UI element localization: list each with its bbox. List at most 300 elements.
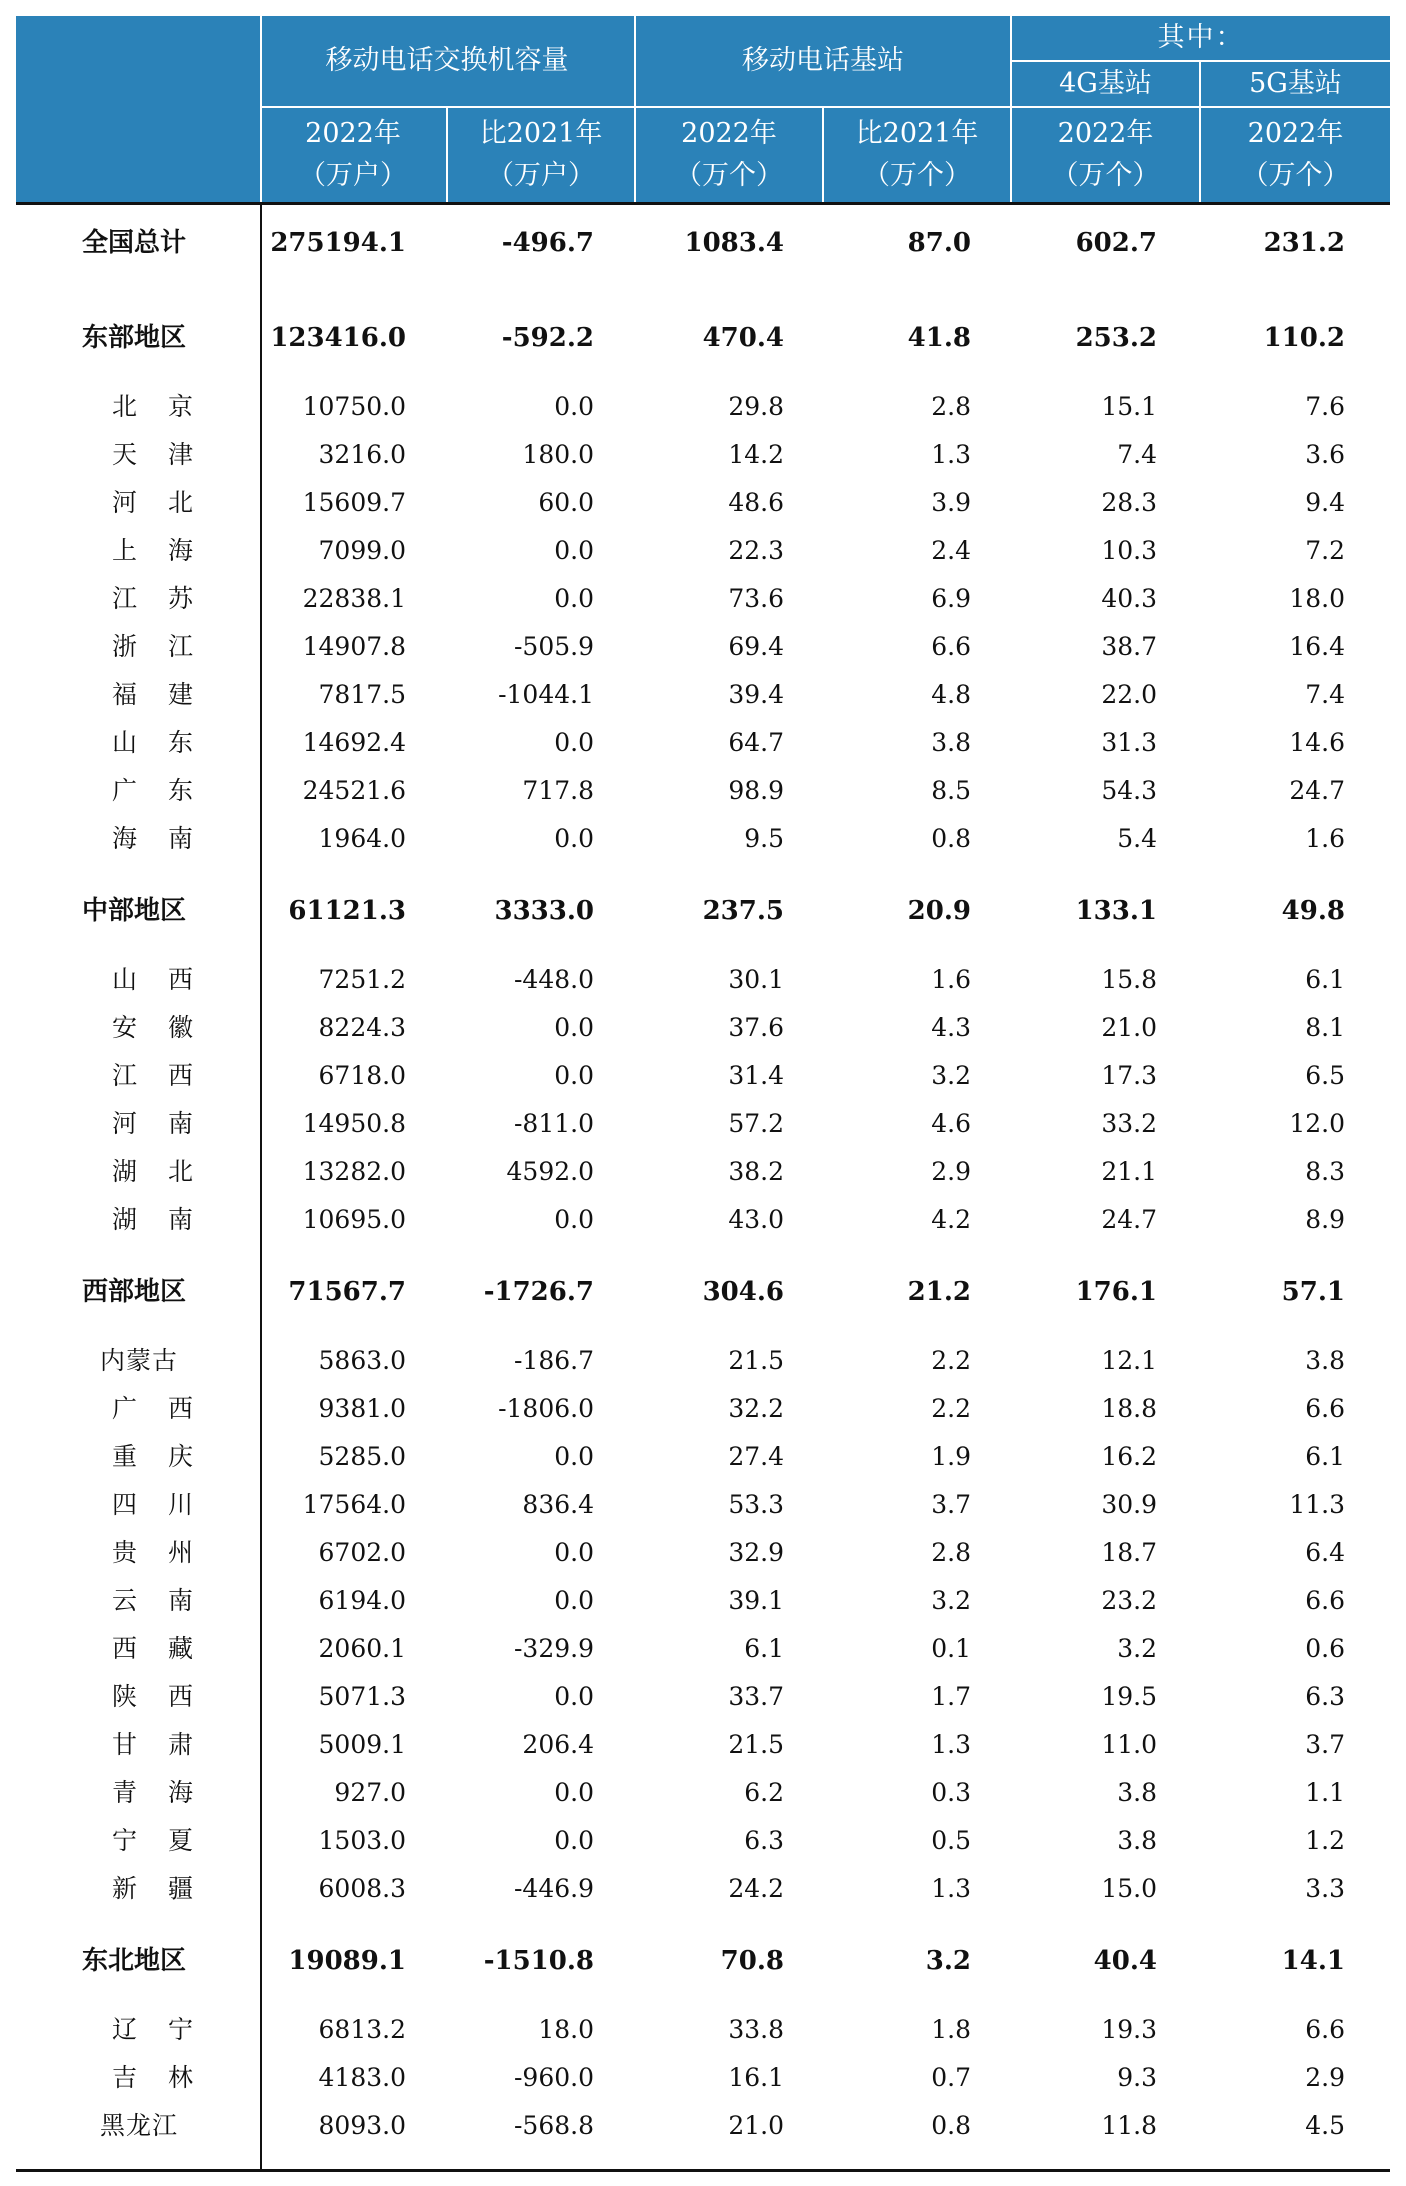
cell-col-5: 5.4 — [1117, 824, 1157, 853]
cell-col-3: 16.1 — [728, 2063, 784, 2092]
cell-col-2: 0.0 — [554, 1013, 594, 1042]
row-name: 重 庆 — [112, 1442, 194, 1471]
cell-col-5: 602.7 — [1075, 228, 1157, 258]
row-name: 吉 林 — [112, 2063, 194, 2092]
cell-col-5: 30.9 — [1101, 1490, 1157, 1519]
cell-col-6: 8.9 — [1305, 1205, 1345, 1234]
cell-col-4: 3.8 — [931, 728, 971, 757]
table-body — [16, 205, 1390, 2172]
cell-col-2: 717.8 — [522, 776, 594, 805]
cell-col-1: 6813.2 — [318, 2015, 406, 2044]
table-row — [16, 1673, 1390, 1721]
cell-col-6: 6.6 — [1305, 1586, 1345, 1615]
cell-col-3: 30.1 — [728, 965, 784, 994]
table-row — [16, 1148, 1390, 1196]
cell-col-4: 1.3 — [931, 1730, 971, 1759]
cell-col-6: 7.6 — [1305, 392, 1345, 421]
table-row — [16, 431, 1390, 479]
cell-col-2: -960.0 — [513, 2063, 594, 2092]
cell-col-6: 3.8 — [1305, 1346, 1345, 1375]
cell-col-4: 4.2 — [931, 1205, 971, 1234]
cell-col-5: 40.3 — [1101, 584, 1157, 613]
table-row — [16, 1529, 1390, 1577]
cell-col-1: 6008.3 — [318, 1874, 406, 1903]
cell-col-3: 33.8 — [728, 2015, 784, 2044]
cell-col-6: 8.3 — [1305, 1157, 1345, 1186]
cell-col-4: 41.8 — [907, 323, 971, 353]
cell-col-4: 6.6 — [931, 632, 971, 661]
cell-col-2: 0.0 — [554, 1682, 594, 1711]
cell-col-1: 61121.3 — [288, 896, 406, 926]
cell-col-2: 0.0 — [554, 584, 594, 613]
cell-col-6: 2.9 — [1305, 2063, 1345, 2092]
cell-col-6: 16.4 — [1289, 632, 1345, 661]
cell-col-1: 7817.5 — [318, 680, 406, 709]
cell-col-3: 304.6 — [702, 1277, 784, 1307]
cell-col-3: 32.2 — [728, 1394, 784, 1423]
cell-col-3: 22.3 — [728, 536, 784, 565]
cell-col-5: 40.4 — [1093, 1946, 1157, 1976]
cell-col-2: 0.0 — [554, 536, 594, 565]
cell-col-2: -448.0 — [513, 965, 594, 994]
cell-col-1: 6718.0 — [318, 1061, 406, 1090]
row-name: 宁 夏 — [112, 1826, 194, 1855]
table-row — [16, 383, 1390, 431]
cell-col-5: 7.4 — [1117, 440, 1157, 469]
cell-col-6: 1.6 — [1305, 824, 1345, 853]
cell-col-4: 2.9 — [931, 1157, 971, 1186]
cell-col-1: 10695.0 — [302, 1205, 406, 1234]
region-row — [16, 1268, 1390, 1316]
cell-col-1: 5863.0 — [318, 1346, 406, 1375]
row-name: 陕 西 — [112, 1682, 194, 1711]
row-name: 河 北 — [112, 488, 194, 517]
table-row — [16, 1865, 1390, 1913]
cell-col-5: 22.0 — [1101, 680, 1157, 709]
cell-col-5: 10.3 — [1101, 536, 1157, 565]
cell-col-3: 69.4 — [728, 632, 784, 661]
cell-col-6: 6.6 — [1305, 2015, 1345, 2044]
cell-col-2: 0.0 — [554, 1586, 594, 1615]
cell-col-3: 6.2 — [744, 1778, 784, 1807]
cell-col-3: 31.4 — [728, 1061, 784, 1090]
cell-col-4: 0.8 — [931, 2111, 971, 2140]
region-row — [16, 314, 1390, 362]
region-row — [16, 887, 1390, 935]
cell-col-1: 8093.0 — [318, 2111, 406, 2140]
cell-col-3: 1083.4 — [684, 228, 784, 258]
cell-col-5: 15.8 — [1101, 965, 1157, 994]
header-col-stations-change: 比2021年 （万个） — [855, 118, 979, 191]
row-name: 云 南 — [112, 1586, 194, 1615]
cell-col-1: 2060.1 — [318, 1634, 406, 1663]
cell-col-5: 11.0 — [1101, 1730, 1157, 1759]
table-row — [16, 719, 1390, 767]
header-group-switch-capacity: 移动电话交换机容量 — [325, 45, 569, 77]
table-row — [16, 623, 1390, 671]
cell-col-4: 0.5 — [931, 1826, 971, 1855]
table-row — [16, 956, 1390, 1004]
cell-col-4: 1.3 — [931, 1874, 971, 1903]
cell-col-3: 48.6 — [728, 488, 784, 517]
row-name: 天 津 — [112, 440, 194, 469]
cell-col-4: 0.8 — [931, 824, 971, 853]
cell-col-2: -505.9 — [513, 632, 594, 661]
row-name: 上 海 — [112, 536, 194, 565]
cell-col-3: 43.0 — [728, 1205, 784, 1234]
row-name: 东部地区 — [82, 323, 187, 353]
cell-col-3: 21.0 — [728, 2111, 784, 2140]
cell-col-5: 23.2 — [1101, 1586, 1157, 1615]
cell-col-4: 1.3 — [931, 440, 971, 469]
cell-col-6: 49.8 — [1281, 896, 1345, 926]
cell-col-6: 6.3 — [1305, 1682, 1345, 1711]
cell-col-2: -186.7 — [513, 1346, 594, 1375]
cell-col-4: 1.9 — [931, 1442, 971, 1471]
cell-col-1: 123416.0 — [270, 323, 406, 353]
cell-col-2: 0.0 — [554, 1778, 594, 1807]
cell-col-3: 32.9 — [728, 1538, 784, 1567]
cell-col-6: 6.1 — [1305, 1442, 1345, 1471]
table-row — [16, 1337, 1390, 1385]
cell-col-6: 1.1 — [1305, 1778, 1345, 1807]
cell-col-6: 6.6 — [1305, 1394, 1345, 1423]
table-row — [16, 1769, 1390, 1817]
row-name: 海 南 — [112, 824, 194, 853]
cell-col-3: 39.4 — [728, 680, 784, 709]
cell-col-4: 2.2 — [931, 1346, 971, 1375]
cell-col-6: 0.6 — [1305, 1634, 1345, 1663]
cell-col-3: 9.5 — [744, 824, 784, 853]
table-row — [16, 1004, 1390, 1052]
cell-col-5: 253.2 — [1075, 323, 1157, 353]
cell-col-5: 15.1 — [1101, 392, 1157, 421]
row-name: 河 南 — [112, 1109, 194, 1138]
cell-col-1: 15609.7 — [302, 488, 406, 517]
cell-col-1: 14907.8 — [302, 632, 406, 661]
cell-col-5: 28.3 — [1101, 488, 1157, 517]
row-name: 安 徽 — [112, 1013, 194, 1042]
cell-col-5: 3.8 — [1117, 1826, 1157, 1855]
cell-col-4: 0.3 — [931, 1778, 971, 1807]
row-name: 福 建 — [112, 680, 194, 709]
row-name: 中部地区 — [82, 896, 187, 926]
row-name: 四 川 — [112, 1490, 194, 1519]
cell-col-1: 5009.1 — [318, 1730, 406, 1759]
cell-col-2: 0.0 — [554, 1442, 594, 1471]
table-row — [16, 1100, 1390, 1148]
cell-col-1: 927.0 — [334, 1778, 406, 1807]
cell-col-5: 31.3 — [1101, 728, 1157, 757]
cell-col-4: 3.2 — [931, 1061, 971, 1090]
row-name: 东北地区 — [82, 1946, 187, 1976]
table-row — [16, 1625, 1390, 1673]
cell-col-5: 3.2 — [1117, 1634, 1157, 1663]
cell-col-1: 7099.0 — [318, 536, 406, 565]
table-row — [16, 767, 1390, 815]
cell-col-1: 5071.3 — [318, 1682, 406, 1711]
cell-col-1: 14950.8 — [302, 1109, 406, 1138]
cell-col-5: 16.2 — [1101, 1442, 1157, 1471]
cell-col-2: 0.0 — [554, 728, 594, 757]
cell-col-2: -811.0 — [513, 1109, 594, 1138]
cell-col-5: 18.8 — [1101, 1394, 1157, 1423]
cell-col-3: 14.2 — [728, 440, 784, 469]
header-col-5g-2022: 2022年 （万个） — [1241, 118, 1350, 191]
cell-col-6: 12.0 — [1289, 1109, 1345, 1138]
cell-col-5: 17.3 — [1101, 1061, 1157, 1090]
cell-col-1: 13282.0 — [302, 1157, 406, 1186]
cell-col-1: 1503.0 — [318, 1826, 406, 1855]
cell-col-5: 33.2 — [1101, 1109, 1157, 1138]
cell-col-1: 4183.0 — [318, 2063, 406, 2092]
cell-col-1: 14692.4 — [302, 728, 406, 757]
cell-col-2: -446.9 — [513, 1874, 594, 1903]
cell-col-4: 8.5 — [931, 776, 971, 805]
row-name: 山 东 — [112, 728, 194, 757]
row-name: 湖 南 — [112, 1205, 194, 1234]
cell-col-6: 11.3 — [1289, 1490, 1345, 1519]
cell-col-2: 4592.0 — [506, 1157, 594, 1186]
cell-col-1: 9381.0 — [318, 1394, 406, 1423]
cell-col-4: 0.7 — [931, 2063, 971, 2092]
cell-col-2: 0.0 — [554, 1061, 594, 1090]
cell-col-2: 0.0 — [554, 824, 594, 853]
cell-col-4: 6.9 — [931, 584, 971, 613]
cell-col-4: 2.8 — [931, 1538, 971, 1567]
cell-col-2: -568.8 — [513, 2111, 594, 2140]
cell-col-1: 3216.0 — [318, 440, 406, 469]
row-name: 江 苏 — [112, 584, 194, 613]
table-row — [16, 1196, 1390, 1244]
cell-col-2: 180.0 — [522, 440, 594, 469]
header-group-base-stations: 移动电话基站 — [742, 45, 904, 77]
cell-col-3: 237.5 — [702, 896, 784, 926]
cell-col-4: 20.9 — [907, 896, 971, 926]
cell-col-6: 3.3 — [1305, 1874, 1345, 1903]
cell-col-5: 15.0 — [1101, 1874, 1157, 1903]
cell-col-3: 6.1 — [744, 1634, 784, 1663]
header-col-4g-2022: 2022年 （万个） — [1051, 118, 1160, 191]
row-name: 甘 肃 — [112, 1730, 194, 1759]
table-row — [16, 1817, 1390, 1865]
table-row — [16, 1433, 1390, 1481]
cell-col-1: 24521.6 — [302, 776, 406, 805]
cell-col-3: 21.5 — [728, 1346, 784, 1375]
cell-col-2: -592.2 — [501, 323, 594, 353]
cell-col-6: 4.5 — [1305, 2111, 1345, 2140]
cell-col-2: 60.0 — [538, 488, 594, 517]
cell-col-1: 1964.0 — [318, 824, 406, 853]
cell-col-4: 1.7 — [931, 1682, 971, 1711]
cell-col-3: 29.8 — [728, 392, 784, 421]
header-5g-base-stations: 5G基站 — [1249, 68, 1342, 100]
cell-col-4: 1.8 — [931, 2015, 971, 2044]
cell-col-3: 39.1 — [728, 1586, 784, 1615]
cell-col-6: 110.2 — [1263, 323, 1345, 353]
cell-col-5: 176.1 — [1075, 1277, 1157, 1307]
cell-col-6: 1.2 — [1305, 1826, 1345, 1855]
cell-col-6: 7.4 — [1305, 680, 1345, 709]
table-header — [16, 16, 1390, 205]
cell-col-4: 2.4 — [931, 536, 971, 565]
cell-col-5: 21.1 — [1101, 1157, 1157, 1186]
table-row — [16, 479, 1390, 527]
cell-col-3: 21.5 — [728, 1730, 784, 1759]
cell-col-6: 14.1 — [1281, 1946, 1345, 1976]
cell-col-5: 19.5 — [1101, 1682, 1157, 1711]
table-row — [16, 527, 1390, 575]
cell-col-3: 470.4 — [702, 323, 784, 353]
cell-col-1: 6702.0 — [318, 1538, 406, 1567]
cell-col-3: 57.2 — [728, 1109, 784, 1138]
cell-col-2: -1726.7 — [483, 1277, 594, 1307]
header-col-capacity-2022: 2022年 （万户） — [299, 118, 407, 191]
row-name: 山 西 — [112, 965, 194, 994]
cell-col-3: 38.2 — [728, 1157, 784, 1186]
row-name: 贵 州 — [112, 1538, 194, 1567]
cell-col-5: 18.7 — [1101, 1538, 1157, 1567]
table-row — [16, 1577, 1390, 1625]
region-row — [16, 1937, 1390, 1985]
row-name: 广 东 — [112, 776, 194, 805]
cell-col-4: 3.2 — [931, 1586, 971, 1615]
row-name: 浙 江 — [112, 632, 194, 661]
table-row — [16, 1052, 1390, 1100]
cell-col-6: 3.6 — [1305, 440, 1345, 469]
row-name: 西 藏 — [112, 1634, 194, 1663]
row-name: 湖 北 — [112, 1157, 194, 1186]
cell-col-1: 5285.0 — [318, 1442, 406, 1471]
cell-col-6: 6.4 — [1305, 1538, 1345, 1567]
cell-col-2: -1044.1 — [498, 680, 594, 709]
cell-col-2: 18.0 — [538, 2015, 594, 2044]
cell-col-3: 6.3 — [744, 1826, 784, 1855]
cell-col-4: 3.7 — [931, 1490, 971, 1519]
cell-col-6: 18.0 — [1289, 584, 1345, 613]
cell-col-3: 27.4 — [728, 1442, 784, 1471]
cell-col-6: 6.5 — [1305, 1061, 1345, 1090]
row-name: 北 京 — [112, 392, 194, 421]
cell-col-2: 0.0 — [554, 1205, 594, 1234]
cell-col-4: 3.2 — [925, 1946, 971, 1976]
cell-col-1: 10750.0 — [302, 392, 406, 421]
table-row — [16, 2102, 1390, 2150]
cell-col-4: 0.1 — [931, 1634, 971, 1663]
cell-col-4: 4.8 — [931, 680, 971, 709]
table-row — [16, 815, 1390, 863]
header-col-capacity-change: 比2021年 （万户） — [479, 118, 603, 191]
cell-col-4: 2.2 — [931, 1394, 971, 1423]
cell-col-3: 70.8 — [720, 1946, 784, 1976]
cell-col-5: 38.7 — [1101, 632, 1157, 661]
cell-col-2: 0.0 — [554, 1538, 594, 1567]
header-group-of-which: 其中： — [1157, 22, 1245, 54]
cell-col-1: 8224.3 — [318, 1013, 406, 1042]
row-name: 江 西 — [112, 1061, 194, 1090]
cell-col-2: 0.0 — [554, 1826, 594, 1855]
row-name: 内 蒙 古 — [100, 1346, 178, 1375]
cell-col-5: 24.7 — [1101, 1205, 1157, 1234]
cell-col-4: 4.6 — [931, 1109, 971, 1138]
cell-col-1: 22838.1 — [302, 584, 406, 613]
row-name: 广 西 — [112, 1394, 194, 1423]
cell-col-1: 19089.1 — [288, 1946, 406, 1976]
table-row — [16, 2054, 1390, 2102]
cell-col-6: 57.1 — [1281, 1277, 1345, 1307]
cell-col-1: 6194.0 — [318, 1586, 406, 1615]
row-name: 西部地区 — [82, 1277, 187, 1307]
region-row — [16, 219, 1390, 267]
cell-col-1: 17564.0 — [302, 1490, 406, 1519]
cell-col-4: 1.6 — [931, 965, 971, 994]
table-row — [16, 1385, 1390, 1433]
cell-col-1: 7251.2 — [318, 965, 406, 994]
cell-col-4: 3.9 — [931, 488, 971, 517]
row-name: 全国总计 — [82, 228, 187, 258]
cell-col-5: 12.1 — [1101, 1346, 1157, 1375]
cell-col-6: 8.1 — [1305, 1013, 1345, 1042]
data-table — [16, 16, 1390, 2172]
cell-col-3: 64.7 — [728, 728, 784, 757]
cell-col-6: 24.7 — [1289, 776, 1345, 805]
header-4g-base-stations: 4G基站 — [1059, 68, 1152, 100]
cell-col-5: 9.3 — [1117, 2063, 1157, 2092]
cell-col-1: 71567.7 — [288, 1277, 406, 1307]
cell-col-5: 133.1 — [1075, 896, 1157, 926]
row-name: 辽 宁 — [112, 2015, 194, 2044]
cell-col-4: 21.2 — [907, 1277, 971, 1307]
table-row — [16, 1721, 1390, 1769]
cell-col-6: 14.6 — [1289, 728, 1345, 757]
cell-col-6: 6.1 — [1305, 965, 1345, 994]
cell-col-2: -1806.0 — [498, 1394, 594, 1423]
table-row — [16, 575, 1390, 623]
cell-col-2: 206.4 — [522, 1730, 594, 1759]
cell-col-3: 53.3 — [728, 1490, 784, 1519]
cell-col-4: 87.0 — [907, 228, 971, 258]
cell-col-5: 21.0 — [1101, 1013, 1157, 1042]
cell-col-3: 24.2 — [728, 1874, 784, 1903]
cell-col-2: 836.4 — [522, 1490, 594, 1519]
cell-col-2: 3333.0 — [494, 896, 594, 926]
row-name: 黑 龙 江 — [100, 2111, 178, 2140]
cell-col-1: 275194.1 — [270, 228, 406, 258]
cell-col-2: 0.0 — [554, 392, 594, 421]
cell-col-6: 3.7 — [1305, 1730, 1345, 1759]
cell-col-5: 54.3 — [1101, 776, 1157, 805]
cell-col-6: 231.2 — [1263, 228, 1345, 258]
cell-col-6: 7.2 — [1305, 536, 1345, 565]
cell-col-5: 3.8 — [1117, 1778, 1157, 1807]
cell-col-3: 73.6 — [728, 584, 784, 613]
table-row — [16, 1481, 1390, 1529]
cell-col-4: 4.3 — [931, 1013, 971, 1042]
cell-col-2: -1510.8 — [483, 1946, 594, 1976]
cell-col-5: 19.3 — [1101, 2015, 1157, 2044]
cell-col-4: 2.8 — [931, 392, 971, 421]
table-row — [16, 671, 1390, 719]
cell-col-2: -496.7 — [501, 228, 594, 258]
cell-col-6: 9.4 — [1305, 488, 1345, 517]
table-row — [16, 2006, 1390, 2054]
cell-col-3: 33.7 — [728, 1682, 784, 1711]
header-col-stations-2022: 2022年 （万个） — [675, 118, 783, 191]
cell-col-3: 37.6 — [728, 1013, 784, 1042]
cell-col-5: 11.8 — [1101, 2111, 1157, 2140]
cell-col-3: 98.9 — [728, 776, 784, 805]
cell-col-2: -329.9 — [513, 1634, 594, 1663]
